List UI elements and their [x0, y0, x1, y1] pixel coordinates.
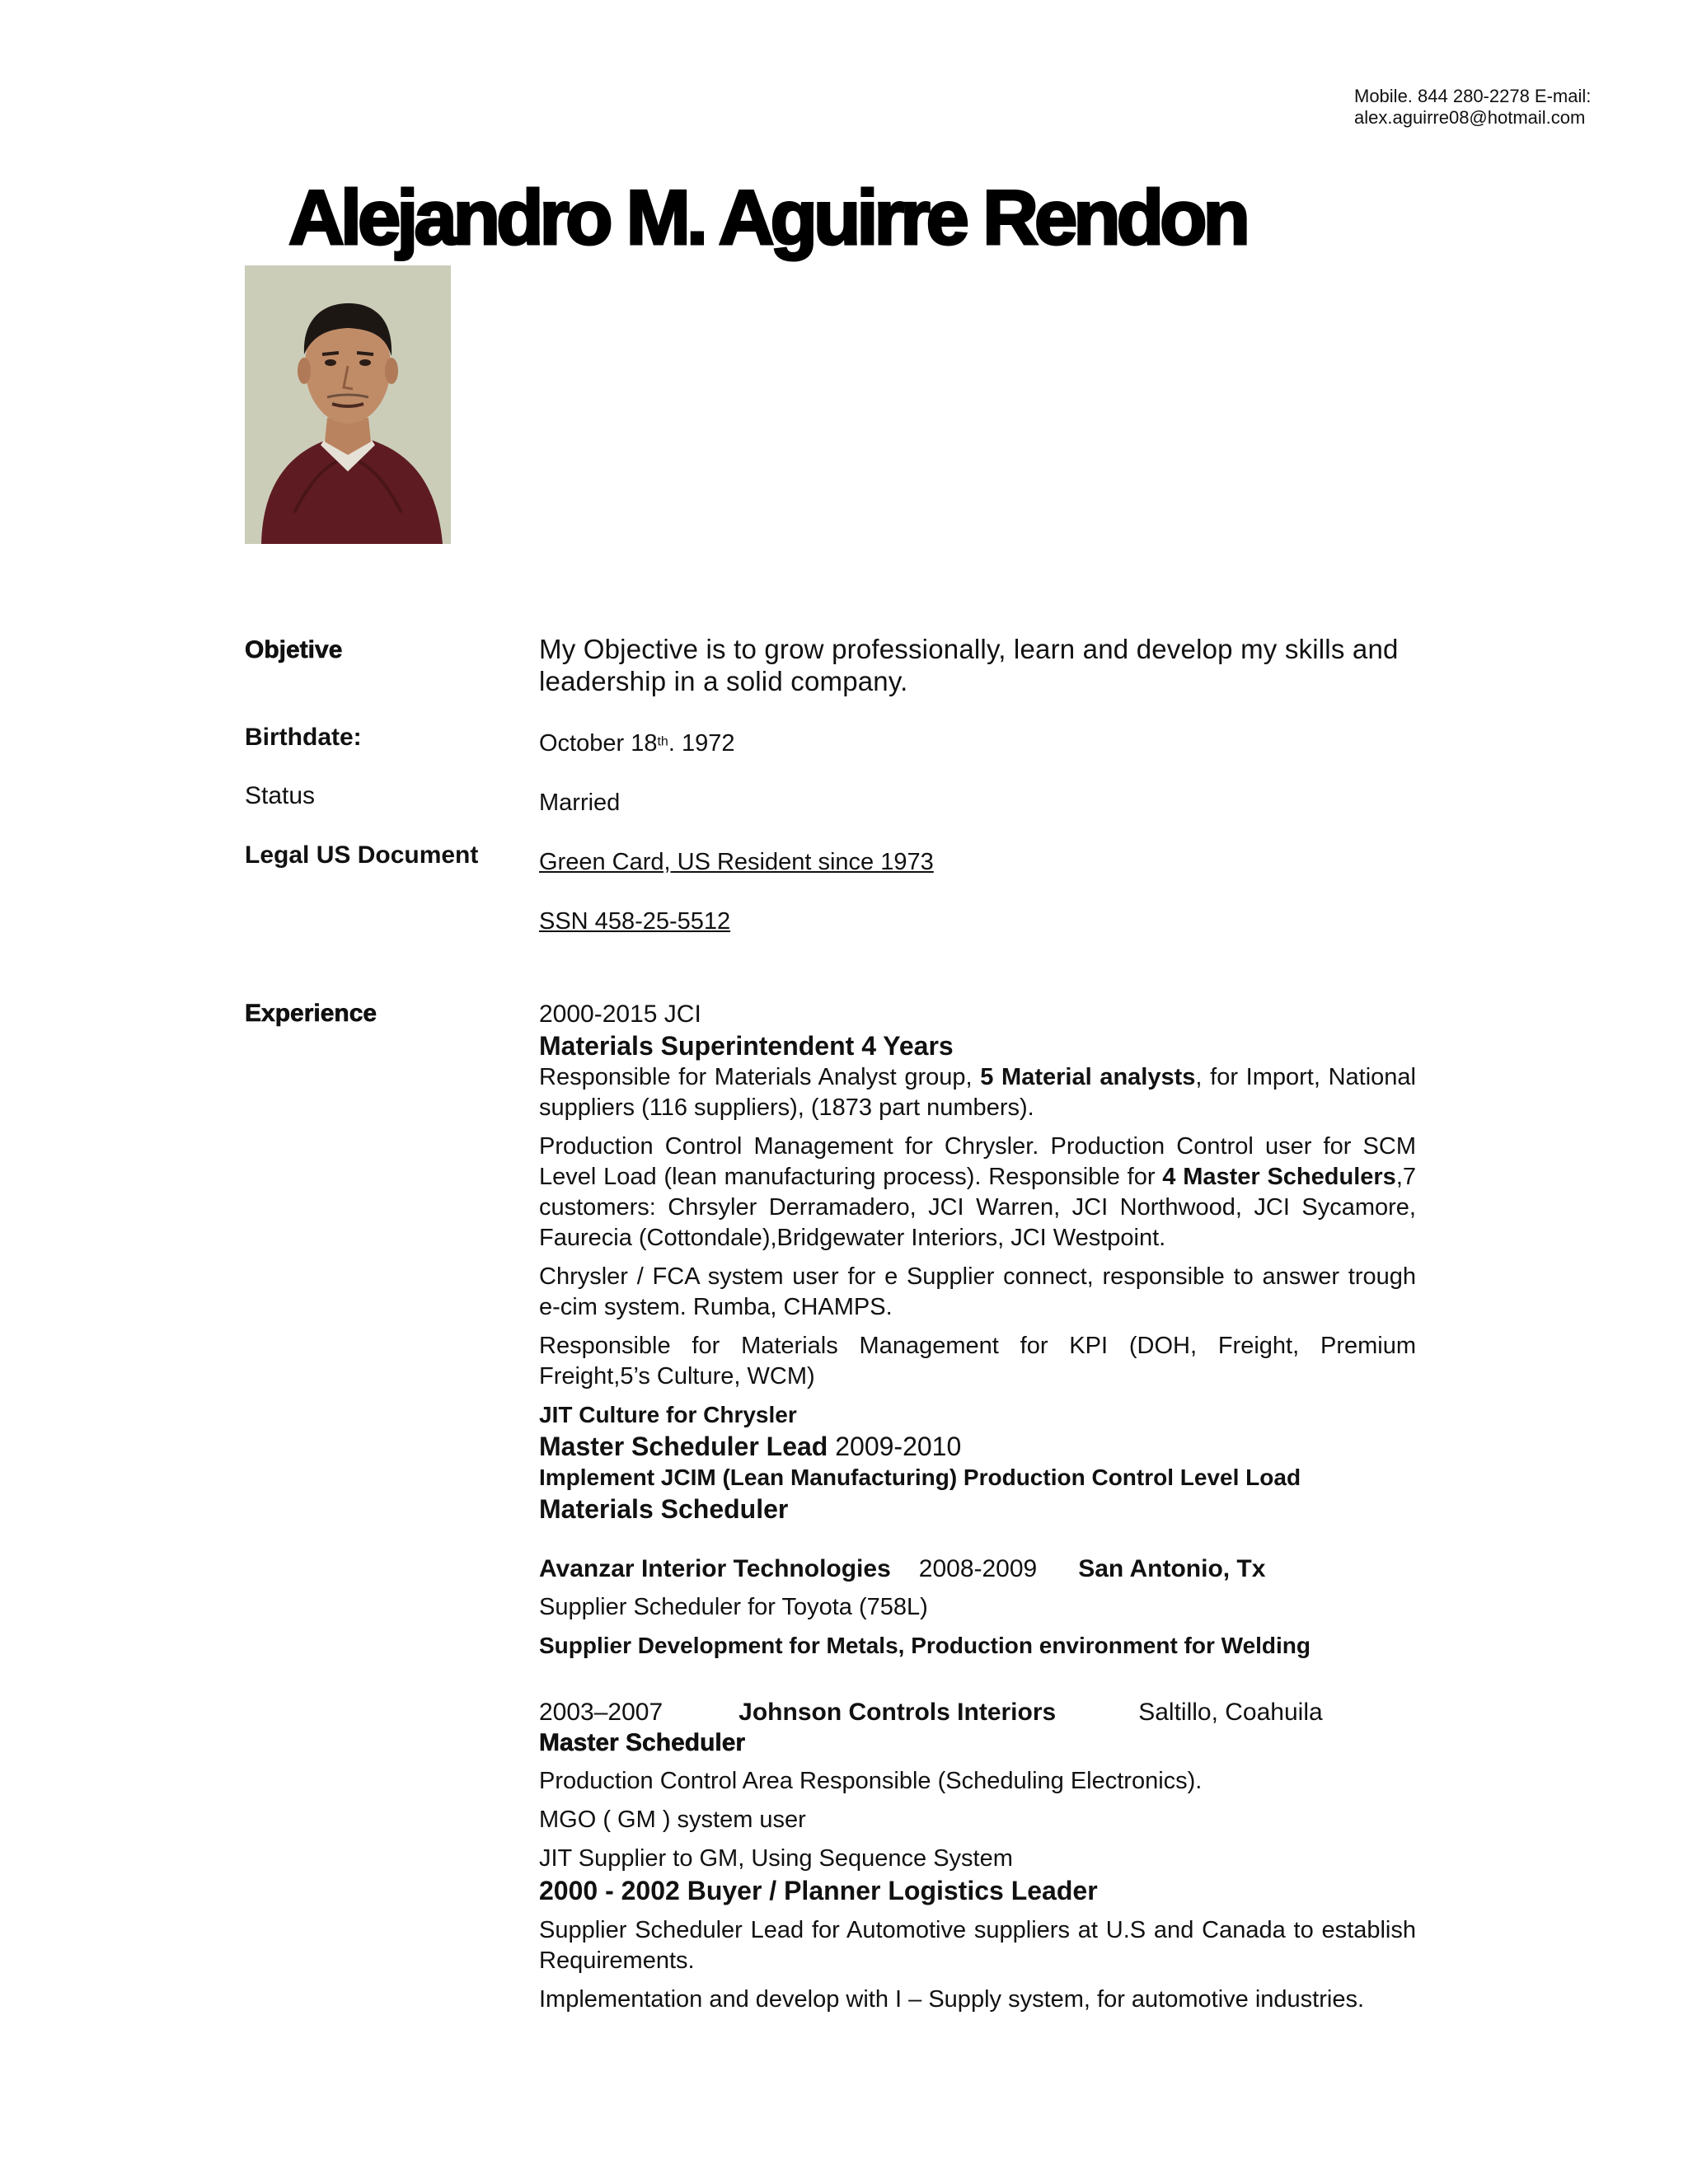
contact-mobile: Mobile. 844 280-2278 E-mail: [1354, 86, 1592, 106]
candidate-name: Alejandro M. Aguirre Rendon [288, 174, 1246, 260]
buyer-planner-title: 2000 - 2002 Buyer / Planner Logistics Leader [539, 1876, 1098, 1905]
birthdate-suffix: th [657, 734, 668, 749]
profile-photo [245, 265, 451, 544]
legal-green-card: Green Card, US Resident since 1973 [539, 849, 934, 875]
avanzar-paragraph-1: Supplier Scheduler for Toyota (758L) [539, 1594, 928, 1620]
legal-ssn: SSN 458-25-5512 [539, 908, 731, 935]
jci-paragraph-2: Production Control Management for Chrysler. Production Control user for SCM Level Load (lean manufacturing process). Responsible for 4 Master Schedulers,7 customers: Chrsyler Derramadero, JCI Warren, JCI Northwood, JCI Sycamore, Faurecia (Cottondale),Bridgewater Interiors, JCI Westpoint. [539, 1133, 1416, 1251]
birthdate-day: October 18 [539, 730, 658, 757]
experience-section [539, 999, 1416, 2015]
jci-title: Materials Superintendent 4 Years [539, 1031, 954, 1061]
jci-paragraph-1: Responsible for Materials Analyst group, 5 Material analysts, for Import, National suppliers (116 suppliers), (1873 part numbers). [539, 1064, 1416, 1121]
birthdate-value [539, 729, 1416, 759]
jc-header [539, 1697, 1416, 1727]
avanzar-company: Avanzar Interior Technologies [539, 1555, 891, 1582]
master-scheduler-lead-detail: Implement JCIM (Lean Manufacturing) Production Control Level Load [539, 1465, 1301, 1490]
jc-company: Johnson Controls Interiors [738, 1699, 1057, 1726]
status-value-row [539, 788, 1416, 818]
avanzar-header [539, 1554, 1416, 1584]
birthdate-year: . 1972 [668, 730, 735, 757]
jci-years: 2000-2015 JCI [539, 1001, 701, 1028]
buyer-paragraph-2: Implementation and develop with I – Supply system, for automotive industries. [539, 1986, 1365, 2013]
jc-title: Master Scheduler [539, 1729, 746, 1756]
jci-paragraph-3: Chrysler / FCA system user for e Supplier connect, responsible to answer trough e-cim system. Rumba, CHAMPS. [539, 1263, 1416, 1320]
master-scheduler-lead: Master Scheduler Lead 2009-2010 [539, 1432, 962, 1461]
avanzar-paragraph-2: Supplier Development for Metals, Production environment for Welding [539, 1633, 1311, 1658]
label-legal-document: Legal US Document [245, 841, 479, 869]
jc-paragraph-1: Production Control Area Responsible (Scheduling Electronics). [539, 1768, 1203, 1794]
contact-email: alex.aguirre08@hotmail.com [1354, 107, 1586, 128]
jci-jit-culture: JIT Culture for Chrysler [539, 1402, 797, 1427]
contact-info [1354, 86, 1667, 129]
materials-scheduler-title: Materials Scheduler [539, 1494, 789, 1524]
label-objective: Objetive [245, 636, 343, 663]
label-experience: Experience [245, 1000, 377, 1027]
objective-text: My Objective is to grow professionally, learn and develop my skills and leadership in a solid company. [539, 634, 1399, 696]
label-birthdate: Birthdate: [245, 724, 362, 751]
jc-city: Saltillo, Coahuila [1138, 1699, 1323, 1726]
legal-green-card-row [539, 847, 1416, 878]
jc-paragraph-2: MGO ( GM ) system user [539, 1807, 806, 1833]
label-status: Status [245, 782, 316, 809]
avanzar-years: 2008-2009 [918, 1555, 1038, 1582]
jc-paragraph-3: JIT Supplier to GM, Using Sequence System [539, 1845, 1013, 1872]
buyer-paragraph-1: Supplier Scheduler Lead for Automotive suppliers at U.S and Canada to establish Requirements. [539, 1917, 1416, 1974]
jc-years: 2003–2007 [539, 1699, 663, 1726]
avanzar-city: San Antonio, Tx [1078, 1555, 1266, 1582]
objective-section [539, 633, 1416, 697]
jci-paragraph-4: Responsible for Materials Management for KPI (DOH, Freight, Premium Freight,5’s Culture, WCM) [539, 1333, 1416, 1390]
status-value: Married [539, 790, 621, 816]
legal-ssn-row [539, 907, 1416, 937]
